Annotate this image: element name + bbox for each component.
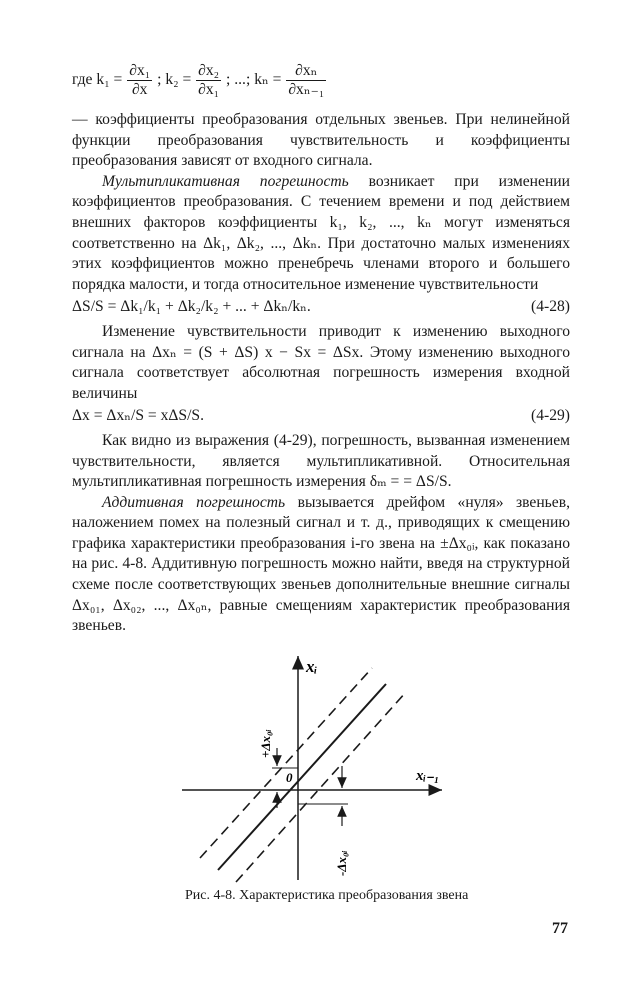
para-multiplicative [72,172,570,296]
intro-formula-line [72,62,570,110]
para-additive [72,493,570,637]
equation-4-29 [72,406,570,427]
intro-gde: где [72,71,93,89]
y-axis-label: xᵢ [306,657,318,676]
k2-lhs: ; k₂ = [157,71,192,89]
offset-up-label: +Δx₀ᵢ [258,729,273,758]
term-multiplicative: Мультипликативная погрешность [102,172,349,190]
para-conclusion: Как видно из выражения (4-29), погрешность, вызванная изменением чувствительности, является мультипликативной. Относительная мультипликативная погрешность измерения δₘ = = ΔS/S. [72,431,570,491]
kn-denominator: ∂xₙ₋₁ [288,81,325,98]
k2-numerator: ∂x₂ [198,62,220,79]
kn-fraction [286,62,326,99]
k1-lhs: k₁ = [96,71,123,89]
characteristic-line [218,684,386,870]
figure-caption: Рис. 4-8. Характеристика преобразования звена [185,888,469,903]
figure-4-8 [180,648,450,888]
equation-4-29-expr: Δx = Δxₙ/S = xΔS/S. [72,407,204,425]
k2-fraction [196,62,221,99]
k1-fraction [127,62,152,99]
para-additive-text: вызывается дрейфом «нуля» звеньев, наложением помех на полезный сигнал и т. д., приводящих к смещению графика характеристики преобразования i-го звена на ±Δx₀ᵢ, как показано на рис. 4-8. Аддитивную погрешность можно найти, введя на структурной схеме после соответствующих звеньев дополнительные внешние сигналы Δx₀₁, Δx₀₂, ..., Δx₀ₙ, равные смещениям характеристик преобразования звеньев. [72,493,570,635]
page-body [72,62,570,637]
page-number: 77 [552,920,568,937]
characteristic-line-shifted-up [200,668,372,858]
equation-4-28 [72,297,570,318]
k2-denominator: ∂x₁ [198,81,220,98]
equation-4-28-expr: ΔS/S = Δk₁/k₁ + Δk₂/k₂ + ... + Δkₙ/kₙ. [72,298,311,316]
intro-tail: — коэффициенты преобразования отдельных звеньев. При нелинейной функции преобразования чувствительность и коэффициенты преобразования зависят от входного сигнала. [72,111,570,170]
k1-denominator: ∂x [131,81,148,98]
equation-4-28-number: (4-28) [531,298,570,316]
term-additive: Аддитивная погрешность [102,493,286,511]
k1-numerator: ∂x₁ [129,62,151,79]
para-output-change: Изменение чувствительности приводит к изменению выходного сигнала на Δxₙ = (S + ΔS) x − Sx = ΔSx. Этому изменению выходного сигнала соответствует абсолютная погрешность измерения входной величины [72,322,570,402]
origin-label: 0 [286,770,293,785]
kn-numerator: ∂xₙ [286,62,326,81]
equation-4-29-number: (4-29) [531,407,570,425]
x-axis-label: xᵢ₋₁ [416,768,440,784]
offset-down-label: -Δx₀ᵢ [334,850,349,876]
para-multiplicative-text: возникает при изменении коэффициентов преобразования. С течением времени и под действием внешних факторов коэффициенты k₁, k₂, ..., kₙ могут изменяться соответственно на Δk₁, Δk₂, ..., Δkₙ. При достаточно малых изменениях этих коэффициентов можно пренебречь членами второго и большего порядка малости, и тогда относительное изменение чувствительности [72,172,570,293]
characteristic-line-shifted-down [236,692,406,882]
kn-lhs: ; ...; kₙ = [226,71,282,89]
